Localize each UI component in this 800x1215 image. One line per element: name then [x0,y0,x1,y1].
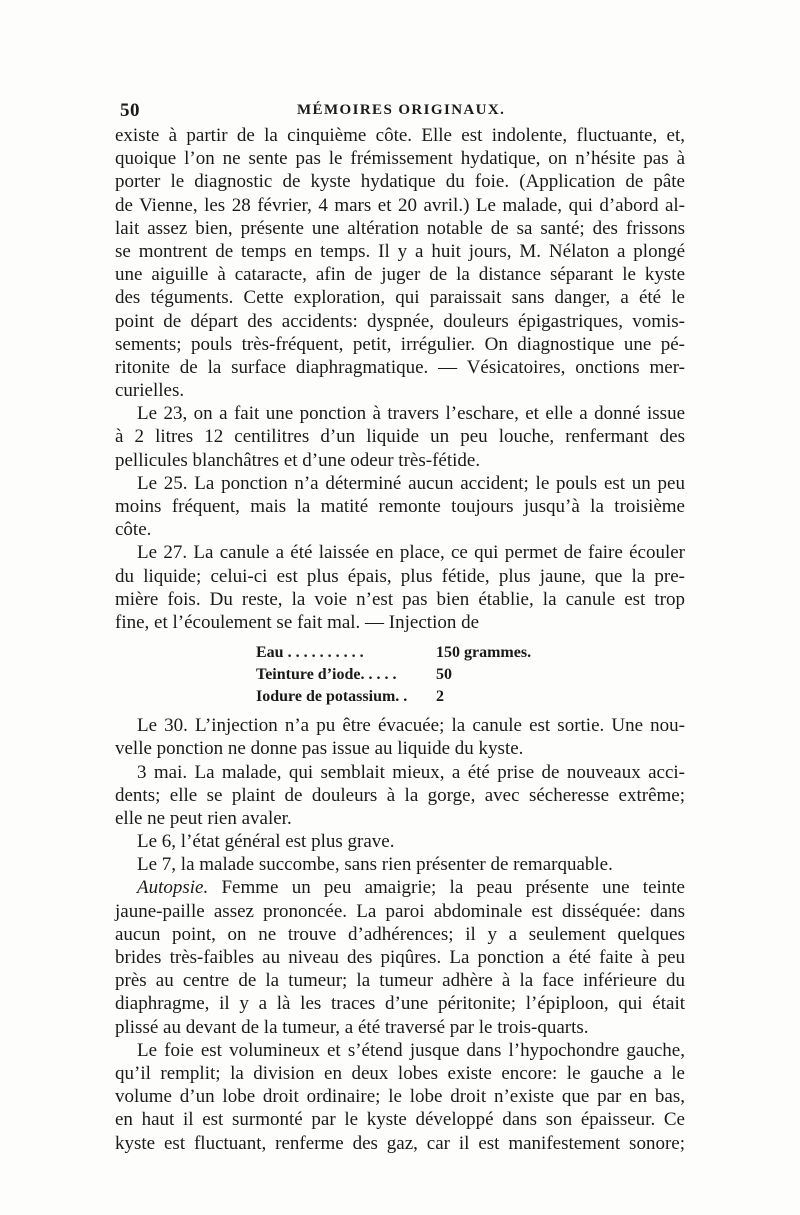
recipe-ingredient: Iodure de potassium. . [256,688,408,706]
text-line: curielles. [115,380,185,402]
recipe-quantity: 2 [436,688,444,706]
text-line: de Vienne, les 28 février, 4 mars et 20 avril.) Le malade, qui d’abord al- [115,194,685,216]
text-line: volume d’un lobe droit ordinaire; le lobe droit n’existe que par en bas, [115,1086,685,1108]
text-line: mière fois. Du reste, la voie n’est pas bien établie, la canule est trop [115,588,685,610]
text-line: jaune-paille assez prononcée. La paroi abdominale est disséquée: dans [115,900,685,922]
text-line: diaphragme, il y a là les traces d’une péritonite; l’épiploon, qui était [115,993,685,1015]
text-line: sements; pouls très-fréquent, petit, irrégulier. On diagnostique une pé- [115,333,685,355]
text-line: dents; elle se plaint de douleurs à la gorge, avec sécheresse extrême; [115,784,685,806]
autopsie-label: Autopsie. [137,877,209,899]
text-line: Le foie est volumineux et s’étend jusque dans l’hypochondre gauche, [137,1039,685,1061]
text-line: plissé au devant de la tumeur, a été traversé par le trois-quarts. [115,1016,589,1038]
text-line: du liquide; celui-ci est plus épais, plus fétide, plus jaune, que la pre- [115,565,685,587]
text-line: qu’il remplit; la division en deux lobes existe encore: le gauche a le [115,1062,685,1084]
text-line: quoique l’on ne sente pas le frémissement hydatique, on n’hésite pas à [115,148,685,170]
text-line: elle ne peut rien avaler. [115,807,292,829]
text-line: Le 7, la malade succombe, sans rien présenter de remarquable. [137,854,613,876]
running-title: MÉMOIRES ORIGINAUX. [297,102,506,118]
recipe-quantity: 150 grammes. [436,644,532,662]
text-line: brides très-faibles au niveau des piqûres. La ponction a été faite à peu [115,947,685,968]
text-line: fine, et l’écoulement se fait mal. — Injection de [115,611,480,633]
text-line: lait assez bien, présente une altération notable de sa santé; des frissons [115,217,685,239]
recipe-ingredient: Teinture d’iode. . . . . [256,666,397,684]
text-line: près au centre de la tumeur; la tumeur adhère à la face inférieure du [115,970,685,992]
text-line: Le 27. La canule a été laissée en place, ce qui permet de faire écouler [137,542,685,564]
recipe-row [115,664,685,686]
text-line: à 2 litres 12 centilitres d’un liquide un peu louche, renfermant des [115,426,685,448]
text-line: 3 mai. La malade, qui semblait mieux, a été prise de nouveaux acci- [137,761,685,783]
text-line: Le 6, l’état général est plus grave. [137,831,395,853]
text-line: porter le diagnostic de kyste hydatique du foie. (Application de pâte [115,171,685,193]
body-text [115,124,685,1155]
text-line: se montrent de temps en temps. Il y a huit jours, M. Nélaton a plongé [115,240,685,262]
text-line: Le 25. La ponction n’a déterminé aucun accident; le pouls est un peu [137,472,685,494]
text-line: ritonite de la surface diaphragmatique. — Vésicatoires, onctions mer- [115,356,685,378]
text-line: côte. [115,519,152,541]
text-line: Le 23, on a fait une ponction à travers l’eschare, et elle a donné issue [137,403,685,425]
recipe-row [115,686,685,708]
recipe-row [115,642,685,664]
autopsie-text: Femme un peu amaigrie; la peau présente une teinte [208,877,685,899]
recipe-quantity: 50 [436,666,452,684]
text-line: des téguments. Cette exploration, qui paraissait sans danger, a été le [115,287,685,309]
text-line: une aiguille à cataracte, afin de juger de la distance séparant le kyste [115,264,685,286]
recipe-ingredient: Eau . . . . . . . . . . [256,644,364,662]
page-number: 50 [120,100,140,121]
text-line: Le 30. L’injection n’a pu être évacuée; la canule est sortie. Une nou- [137,715,685,737]
page-header [112,100,684,122]
text-line: pellicules blanchâtres et d’une odeur très-fétide. [115,449,481,471]
text-line: velle ponction ne donne pas issue au liquide du kyste. [115,738,524,760]
text-line: en haut il est surmonté par le kyste développé dans son épaisseur. Ce [115,1109,685,1131]
autopsie-line [115,876,685,899]
text-line: point de départ des accidents: dyspnée, douleurs épigastriques, vomis- [115,310,685,332]
injection-recipe [115,642,685,708]
text-line: existe à partir de la cinquième côte. Elle est indolente, fluctuante, et, [115,125,685,146]
text-line: kyste est fluctuant, renferme des gaz, car il est manifestement sonore; [115,1132,685,1154]
text-line: moins fréquent, mais la matité remonte toujours jusqu’à la troisième [115,496,685,517]
text-line: aucun point, on ne trouve d’adhérences; il y a seulement quelques [115,923,685,945]
